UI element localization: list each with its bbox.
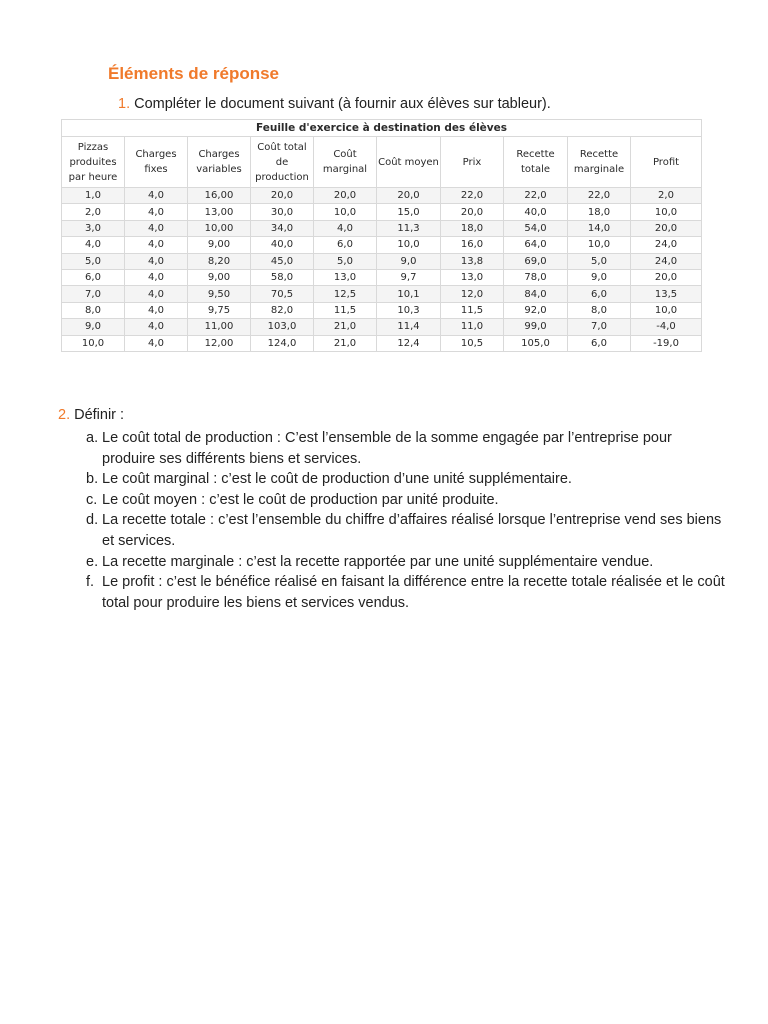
table-cell: 7,0 [62,286,125,302]
table-cell: 54,0 [504,220,568,236]
definition-item [86,552,726,573]
table-cell: 40,0 [251,237,314,253]
question-1-text: Compléter le document suivant (à fournir aux élèves sur tableur). [134,96,551,112]
table-body [62,188,702,352]
table-cell: 10,00 [188,220,251,236]
table-cell: 4,0 [125,204,188,220]
table-row [62,204,702,220]
definition-text: Le coût total de production : C’est l’ensemble de la somme engagée par l’entreprise pour produire ses différents biens et services. [102,430,672,467]
table-cell: 64,0 [504,237,568,253]
table-cell: 4,0 [125,286,188,302]
table-cell: 40,0 [504,204,568,220]
table-column-header: Recette marginale [568,137,631,188]
table-column-header: Coût marginal [314,137,377,188]
table-row [62,220,702,236]
table-cell: 20,0 [251,188,314,204]
table-cell: 2,0 [631,188,702,204]
table-cell: 9,7 [377,269,441,285]
table-cell: 10,5 [441,335,504,351]
table-cell: 10,0 [62,335,125,351]
definition-item [86,510,726,551]
table-cell: 5,0 [568,253,631,269]
table-cell: 4,0 [125,253,188,269]
definition-letter: e. [86,553,99,570]
table-cell: 22,0 [441,188,504,204]
table-cell: 5,0 [62,253,125,269]
table-cell: 99,0 [504,319,568,335]
table-cell: 6,0 [568,335,631,351]
table-row [62,302,702,318]
table-cell: 10,0 [377,237,441,253]
table-header-row [62,137,702,188]
definition-item [86,428,726,469]
definition-text: La recette totale : c’est l’ensemble du chiffre d’affaires réalisé lorsque l’entreprise vend ses biens et services. [102,512,722,549]
table-cell: 11,0 [441,319,504,335]
table-column-header: Coût moyen [377,137,441,188]
table-cell: 124,0 [251,335,314,351]
table-cell: 3,0 [62,220,125,236]
table-cell: 6,0 [314,237,377,253]
table-cell: 78,0 [504,269,568,285]
table-cell: 20,0 [314,188,377,204]
table-cell: 10,0 [631,302,702,318]
table-cell: 10,0 [314,204,377,220]
table-cell: 18,0 [568,204,631,220]
definition-text: La recette marginale : c’est la recette rapportée par une unité supplémentaire vendue. [102,553,654,570]
definition-text: Le coût marginal : c’est le coût de production d’une unité supplémentaire. [102,471,572,488]
table-cell: 4,0 [125,319,188,335]
exercise-table-wrapper [61,119,701,352]
table-cell: 6,0 [62,269,125,285]
question-2-text: Définir : [74,407,125,423]
definition-letter: d. [86,512,99,529]
table-cell: 22,0 [568,188,631,204]
table-cell: 24,0 [631,237,702,253]
table-cell: 20,0 [441,204,504,220]
table-cell: 9,50 [188,286,251,302]
table-cell: 9,0 [568,269,631,285]
table-cell: 20,0 [631,220,702,236]
table-cell: 92,0 [504,302,568,318]
table-cell: 30,0 [251,204,314,220]
table-row [62,188,702,204]
table-cell: 11,5 [441,302,504,318]
table-column-header: Profit [631,137,702,188]
definition-item [86,490,726,511]
table-cell: 4,0 [125,335,188,351]
table-cell: 4,0 [125,269,188,285]
definition-item [86,469,726,490]
table-cell: 1,0 [62,188,125,204]
definition-text: Le profit : c’est le bénéfice réalisé en faisant la différence entre la recette totale réalisée et le coût total pour produire les biens et services vendus. [102,574,725,611]
table-column-header: Charges variables [188,137,251,188]
table-cell: 7,0 [568,319,631,335]
table-cell: 8,0 [568,302,631,318]
definition-text: Le coût moyen : c’est le coût de production par unité produite. [102,491,499,508]
table-column-header: Pizzas produites par heure [62,137,125,188]
table-cell: 58,0 [251,269,314,285]
table-cell: 12,4 [377,335,441,351]
table-cell: 70,5 [251,286,314,302]
table-row [62,319,702,335]
exercise-table [61,119,702,352]
table-cell: 16,0 [441,237,504,253]
table-cell: 10,0 [631,204,702,220]
table-caption: Feuille d'exercice à destination des élèves [62,120,702,137]
table-cell: 13,5 [631,286,702,302]
table-cell: 11,5 [314,302,377,318]
table-cell: 12,0 [441,286,504,302]
table-row [62,253,702,269]
table-cell: 12,00 [188,335,251,351]
question-2 [58,407,124,423]
table-cell: 2,0 [62,204,125,220]
table-cell: 11,3 [377,220,441,236]
table-cell: 4,0 [62,237,125,253]
definition-letter: f. [86,574,95,591]
table-cell: 45,0 [251,253,314,269]
table-cell: 24,0 [631,253,702,269]
table-cell: 9,75 [188,302,251,318]
table-cell: 9,0 [62,319,125,335]
table-cell: 84,0 [504,286,568,302]
table-cell: 20,0 [377,188,441,204]
page-title: Éléments de réponse [108,64,280,83]
table-cell: 10,3 [377,302,441,318]
table-cell: -4,0 [631,319,702,335]
table-cell: 105,0 [504,335,568,351]
table-column-header: Charges fixes [125,137,188,188]
table-cell: 11,4 [377,319,441,335]
table-cell: 20,0 [631,269,702,285]
table-cell: 13,0 [314,269,377,285]
table-column-header: Recette totale [504,137,568,188]
table-column-header: Prix [441,137,504,188]
question-1 [118,96,551,112]
table-row [62,237,702,253]
table-cell: 4,0 [125,188,188,204]
definition-item [86,572,726,613]
table-cell: 82,0 [251,302,314,318]
definitions-list [86,428,726,613]
table-cell: 4,0 [314,220,377,236]
table-cell: 12,5 [314,286,377,302]
table-row [62,269,702,285]
table-cell: -19,0 [631,335,702,351]
table-row [62,335,702,351]
table-column-header: Coût total de production [251,137,314,188]
table-cell: 21,0 [314,335,377,351]
table-cell: 16,00 [188,188,251,204]
table-cell: 34,0 [251,220,314,236]
table-cell: 5,0 [314,253,377,269]
definition-letter: c. [86,491,98,508]
question-1-number: 1. [118,96,131,112]
table-cell: 6,0 [568,286,631,302]
question-2-number: 2. [58,407,71,423]
table-cell: 13,00 [188,204,251,220]
table-cell: 103,0 [251,319,314,335]
table-cell: 22,0 [504,188,568,204]
table-cell: 14,0 [568,220,631,236]
table-cell: 8,0 [62,302,125,318]
table-cell: 10,0 [568,237,631,253]
table-cell: 9,0 [377,253,441,269]
definition-letter: a. [86,430,99,446]
table-cell: 9,00 [188,269,251,285]
table-cell: 69,0 [504,253,568,269]
table-cell: 21,0 [314,319,377,335]
table-cell: 9,00 [188,237,251,253]
table-cell: 4,0 [125,302,188,318]
table-cell: 15,0 [377,204,441,220]
table-cell: 10,1 [377,286,441,302]
table-row [62,286,702,302]
table-cell: 18,0 [441,220,504,236]
table-cell: 11,00 [188,319,251,335]
table-cell: 8,20 [188,253,251,269]
definition-letter: b. [86,471,99,488]
table-cell: 13,8 [441,253,504,269]
table-cell: 13,0 [441,269,504,285]
table-cell: 4,0 [125,237,188,253]
table-cell: 4,0 [125,220,188,236]
